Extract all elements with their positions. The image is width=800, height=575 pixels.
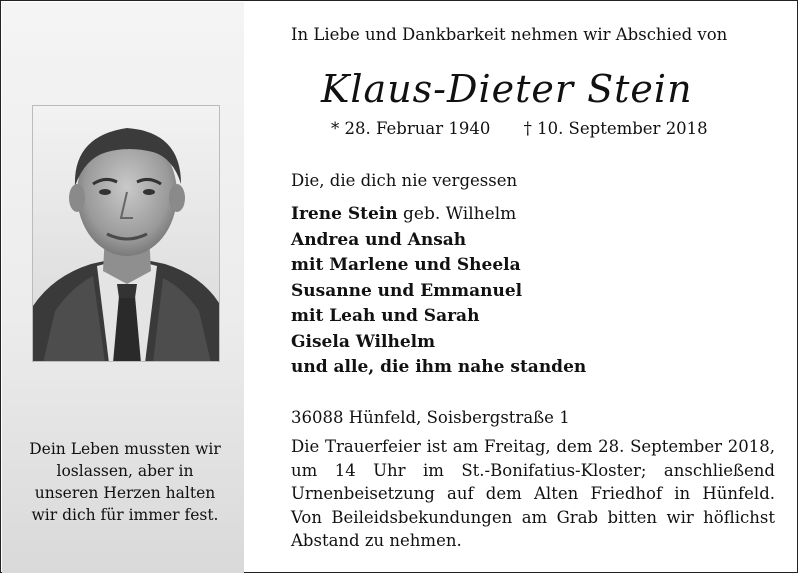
intro-text: In Liebe und Dankbarkeit nehmen wir Abschied von (291, 25, 728, 44)
quote-line: loslassen, aber in (56, 462, 194, 480)
quote-line: wir dich für immer fest. (31, 506, 219, 524)
service-line: Abstand zu nehmen. (291, 531, 462, 550)
family-member: und alle, die ihm nahe standen (291, 357, 587, 377)
family-member (291, 202, 586, 228)
service-info (291, 435, 775, 553)
quote-line: Dein Leben mussten wir (29, 440, 221, 458)
portrait-image (33, 106, 220, 362)
mourners-heading: Die, die dich nie vergessen (291, 171, 518, 190)
family-member-name: Irene Stein (291, 204, 398, 224)
family-member-maiden: geb. Wilhelm (397, 204, 517, 224)
service-line: Die Trauerfeier ist am Freitag, dem 28. September 2018, (291, 437, 775, 456)
memorial-quote (18, 438, 232, 526)
address: 36088 Hünfeld, Soisbergstraße 1 (291, 408, 570, 427)
service-line: Von Beileidsbekundungen am Grab bitten wir höflichst (291, 507, 775, 527)
deceased-name: Klaus-Dieter Stein (321, 67, 693, 111)
family-member: Susanne und Emmanuel (291, 280, 523, 301)
family-member: Andrea und Ansah (291, 229, 467, 250)
family-member: mit Marlene und Sheela (291, 255, 521, 275)
service-line: Urnenbeisetzung auf dem Alten Friedhof in Hünfeld. (291, 484, 775, 503)
death-date: † 10. September 2018 (523, 119, 708, 138)
family-member: Gisela Wilhelm (291, 331, 436, 352)
family-member: mit Leah und Sarah (291, 306, 480, 326)
sidebar-panel (2, 2, 244, 573)
life-dates (331, 119, 708, 138)
birth-date: * 28. Februar 1940 (331, 119, 491, 138)
family-list (291, 202, 586, 381)
service-line: um 14 Uhr im St.-Bonifatius-Kloster; anschließend (291, 460, 775, 480)
portrait-photo (32, 105, 220, 362)
quote-line: unseren Herzen halten (34, 484, 216, 502)
